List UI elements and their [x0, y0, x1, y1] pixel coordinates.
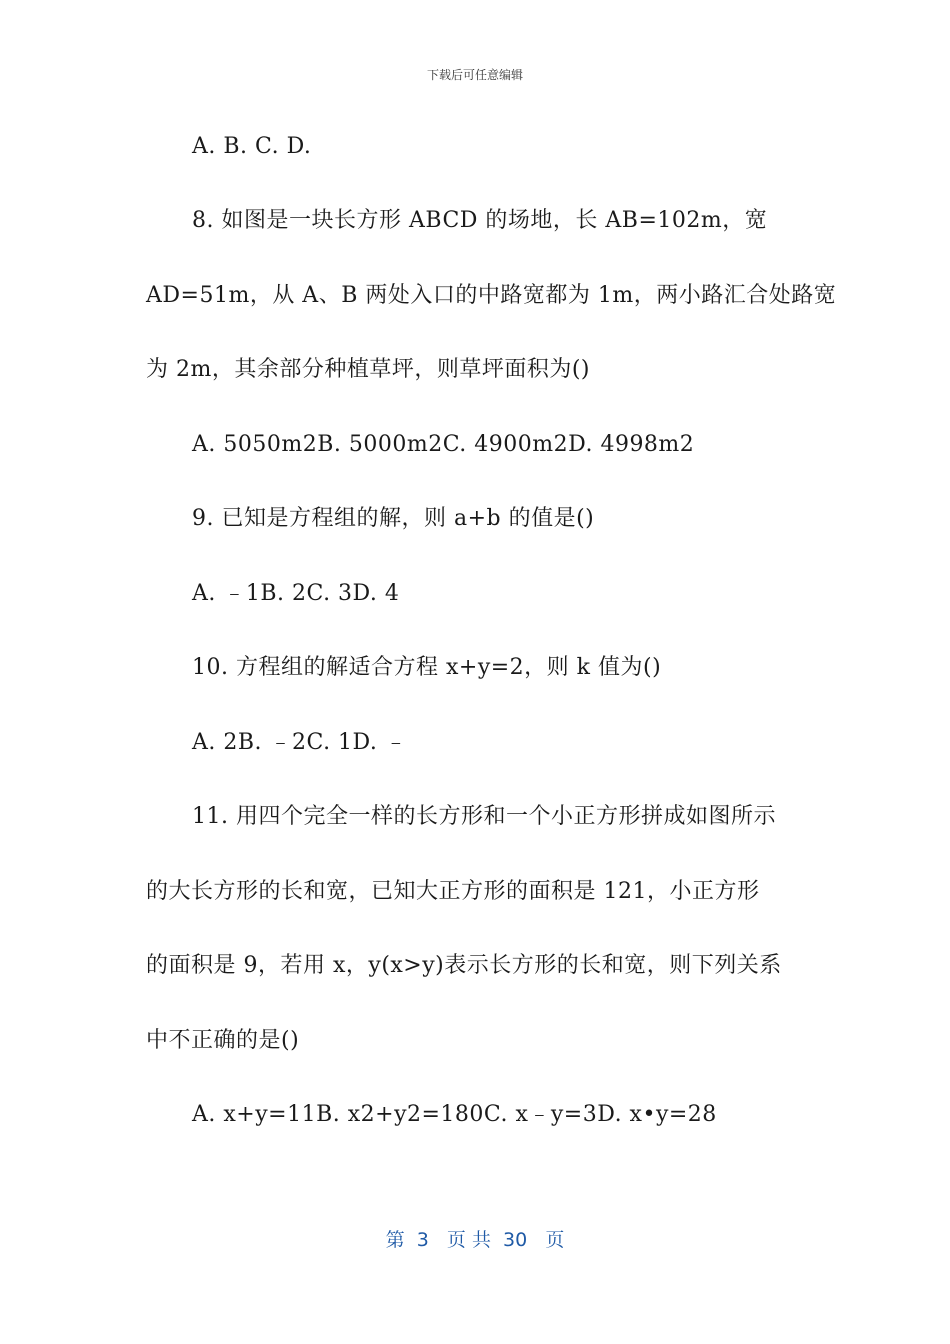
question-11-line-3: 的面积是 9，若用 x，y(x>y)表示长方形的长和宽，则下列关系	[146, 953, 782, 978]
question-11-line-2: 的大长方形的长和宽，已知大正方形的面积是 121，小正方形	[146, 879, 760, 904]
answer-options-q8: A. 5050m2B. 5000m2C. 4900m2D. 4998m2	[192, 432, 695, 457]
question-11-line-1: 11. 用四个完全一样的长方形和一个小正方形拼成如图所示	[192, 804, 776, 829]
page-header: 下载后可任意编辑	[426, 68, 523, 82]
answer-options-q9: A. ﹣1B. 2C. 3D. 4	[192, 581, 400, 606]
question-8-line-3: 为 2m，其余部分种植草坪，则草坪面积为()	[146, 357, 591, 382]
question-11-line-4: 中不正确的是()	[146, 1028, 300, 1053]
question-8-line-1: 8. 如图是一块长方形 ABCD 的场地，长 AB=102m，宽	[192, 208, 768, 233]
answer-options-q10: A. 2B. ﹣2C. 1D. ﹣	[192, 730, 408, 755]
question-8-line-2: AD=51m，从 A、B 两处入口的中路宽都为 1m，两小路汇合处路宽	[146, 283, 837, 308]
question-10: 10. 方程组的解适合方程 x+y=2，则 k 值为()	[192, 655, 662, 680]
answer-options-q7: A. B. C. D.	[192, 134, 312, 159]
page-number: 第 3 页 共 30 页	[385, 1229, 565, 1251]
answer-options-q11: A. x+y=11B. x2+y2=180C. x﹣y=3D. x•y=28	[192, 1102, 717, 1127]
question-9: 9. 已知是方程组的解，则 a+b 的值是()	[192, 506, 595, 531]
